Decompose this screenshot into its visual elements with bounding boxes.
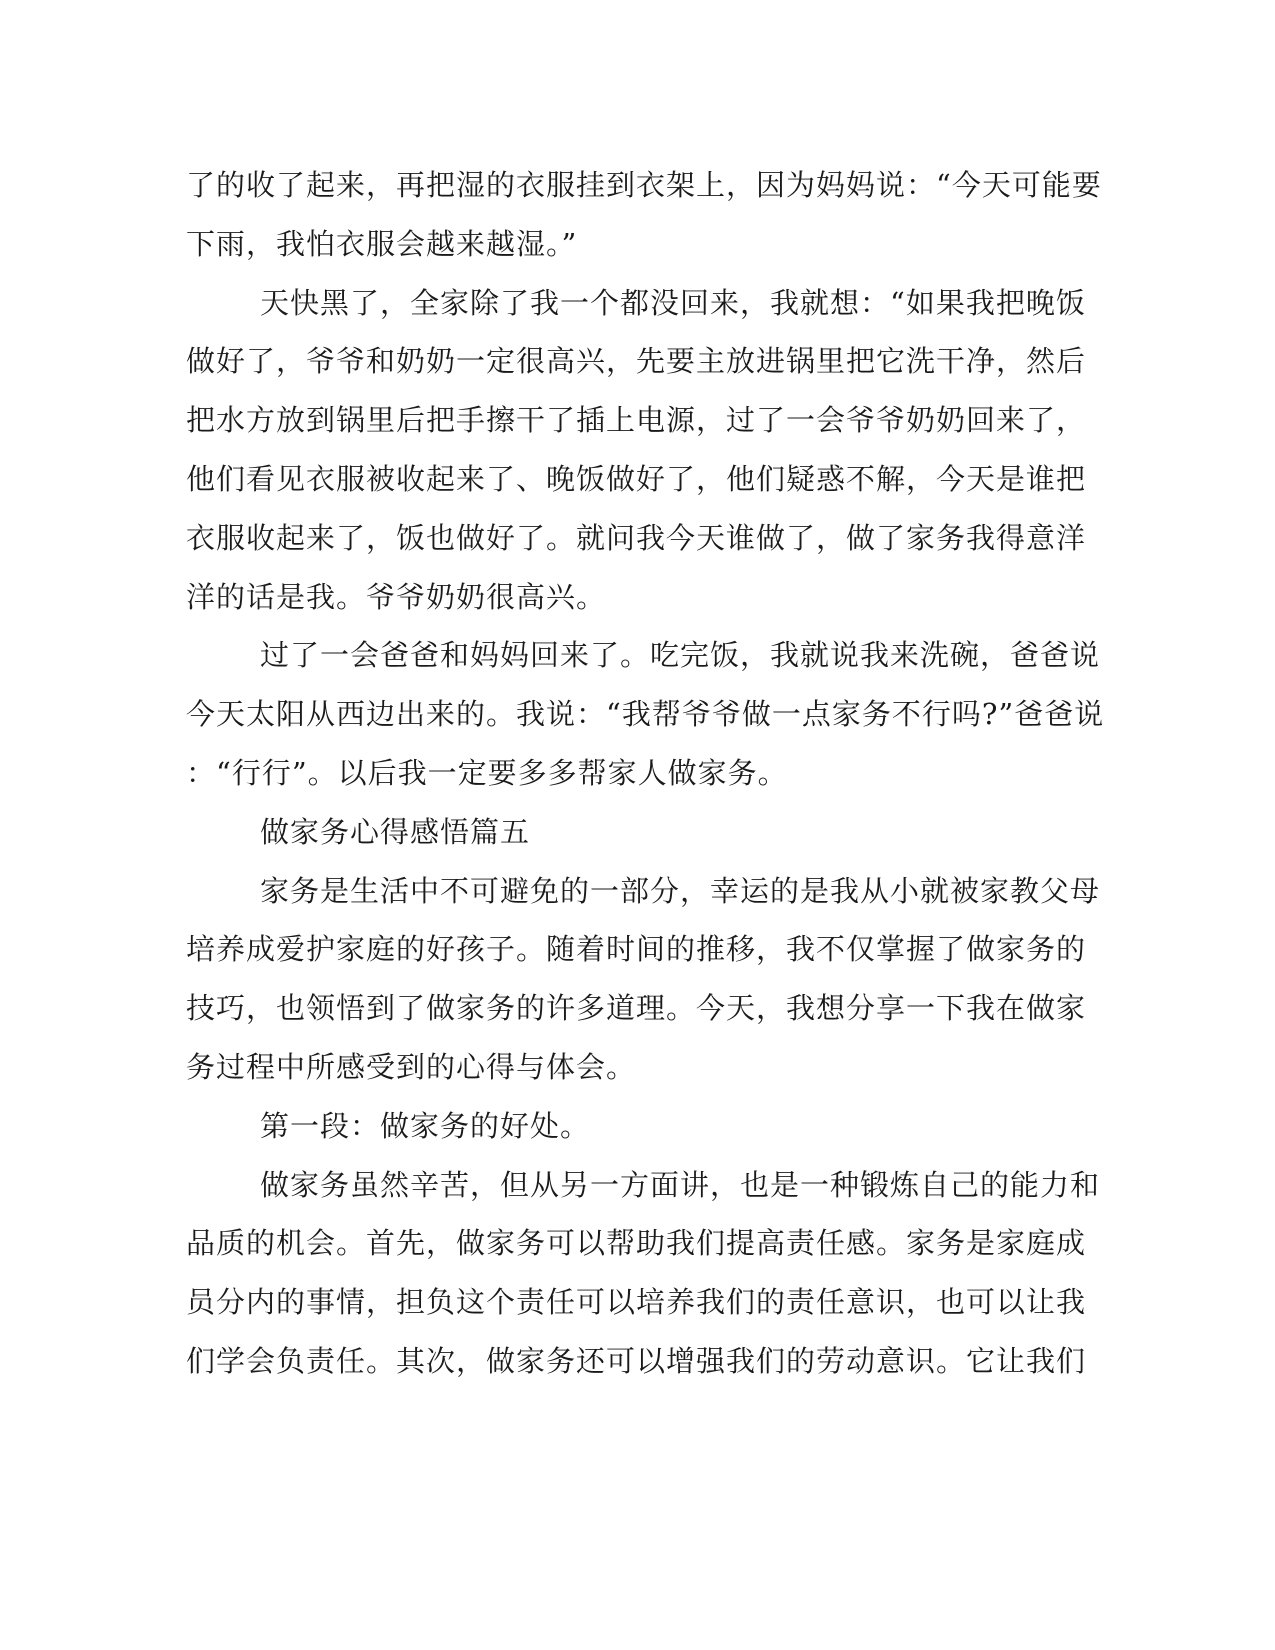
text-line: 衣服收起来了，饭也做好了。就问我今天谁做了，做了家务我得意洋 [186, 520, 1087, 555]
paragraph-heading: 第一段：做家务的好处。 [260, 1108, 591, 1143]
text-line: 了的收了起来，再把湿的衣服挂到衣架上，因为妈妈说：“今天可能要 [186, 168, 1102, 202]
text-line: 他们看见衣服被收起来了、晚饭做好了，他们疑惑不解，今天是谁把 [186, 461, 1087, 496]
text-line: 做家务虽然辛苦，但从另一方面讲，也是一种锻炼自己的能力和 [260, 1167, 1101, 1202]
text-line: ：“行行”。以后我一定要多多帮家人做家务。 [186, 755, 788, 790]
text-line: 培养成爱护家庭的好孩子。随着时间的推移，我不仅掌握了做家务的 [186, 932, 1087, 967]
text-line: 下雨，我怕衣服会越来越湿。” [186, 226, 578, 261]
text-line: 员分内的事情，担负这个责任可以培养我们的责任意识，也可以让我 [186, 1285, 1087, 1320]
text-line: 过了一会爸爸和妈妈回来了。吃完饭，我就说我来洗碗，爸爸说 [260, 638, 1101, 673]
text-line: 技巧，也领悟到了做家务的许多道理。今天，我想分享一下我在做家 [186, 991, 1087, 1026]
text-line: 们学会负责任。其次，做家务还可以增强我们的劳动意识。它让我们 [186, 1343, 1087, 1378]
text-line: 做好了，爷爷和奶奶一定很高兴，先要主放进锅里把它洗干净，然后 [186, 344, 1087, 379]
text-line: 洋的话是我。爷爷奶奶很高兴。 [186, 579, 607, 614]
text-line: 把水方放到锅里后把手擦干了插上电源，过了一会爷爷奶奶回来了， [186, 403, 1087, 438]
section-heading: 做家务心得感悟篇五 [260, 814, 531, 849]
text-line: 天快黑了，全家除了我一个都没回来，我就想：“如果我把晚饭 [260, 285, 1086, 320]
text-line: 家务是生活中不可避免的一部分，幸运的是我从小就被家教父母 [260, 873, 1101, 908]
text-line: 今天太阳从西边出来的。我说：“我帮爷爷做一点家务不行吗?”爸爸说 [186, 697, 1105, 732]
body-text [186, 156, 1105, 1391]
text-line: 品质的机会。首先，做家务可以帮助我们提高责任感。家务是家庭成 [186, 1226, 1087, 1261]
text-line: 务过程中所感受到的心得与体会。 [186, 1049, 637, 1084]
